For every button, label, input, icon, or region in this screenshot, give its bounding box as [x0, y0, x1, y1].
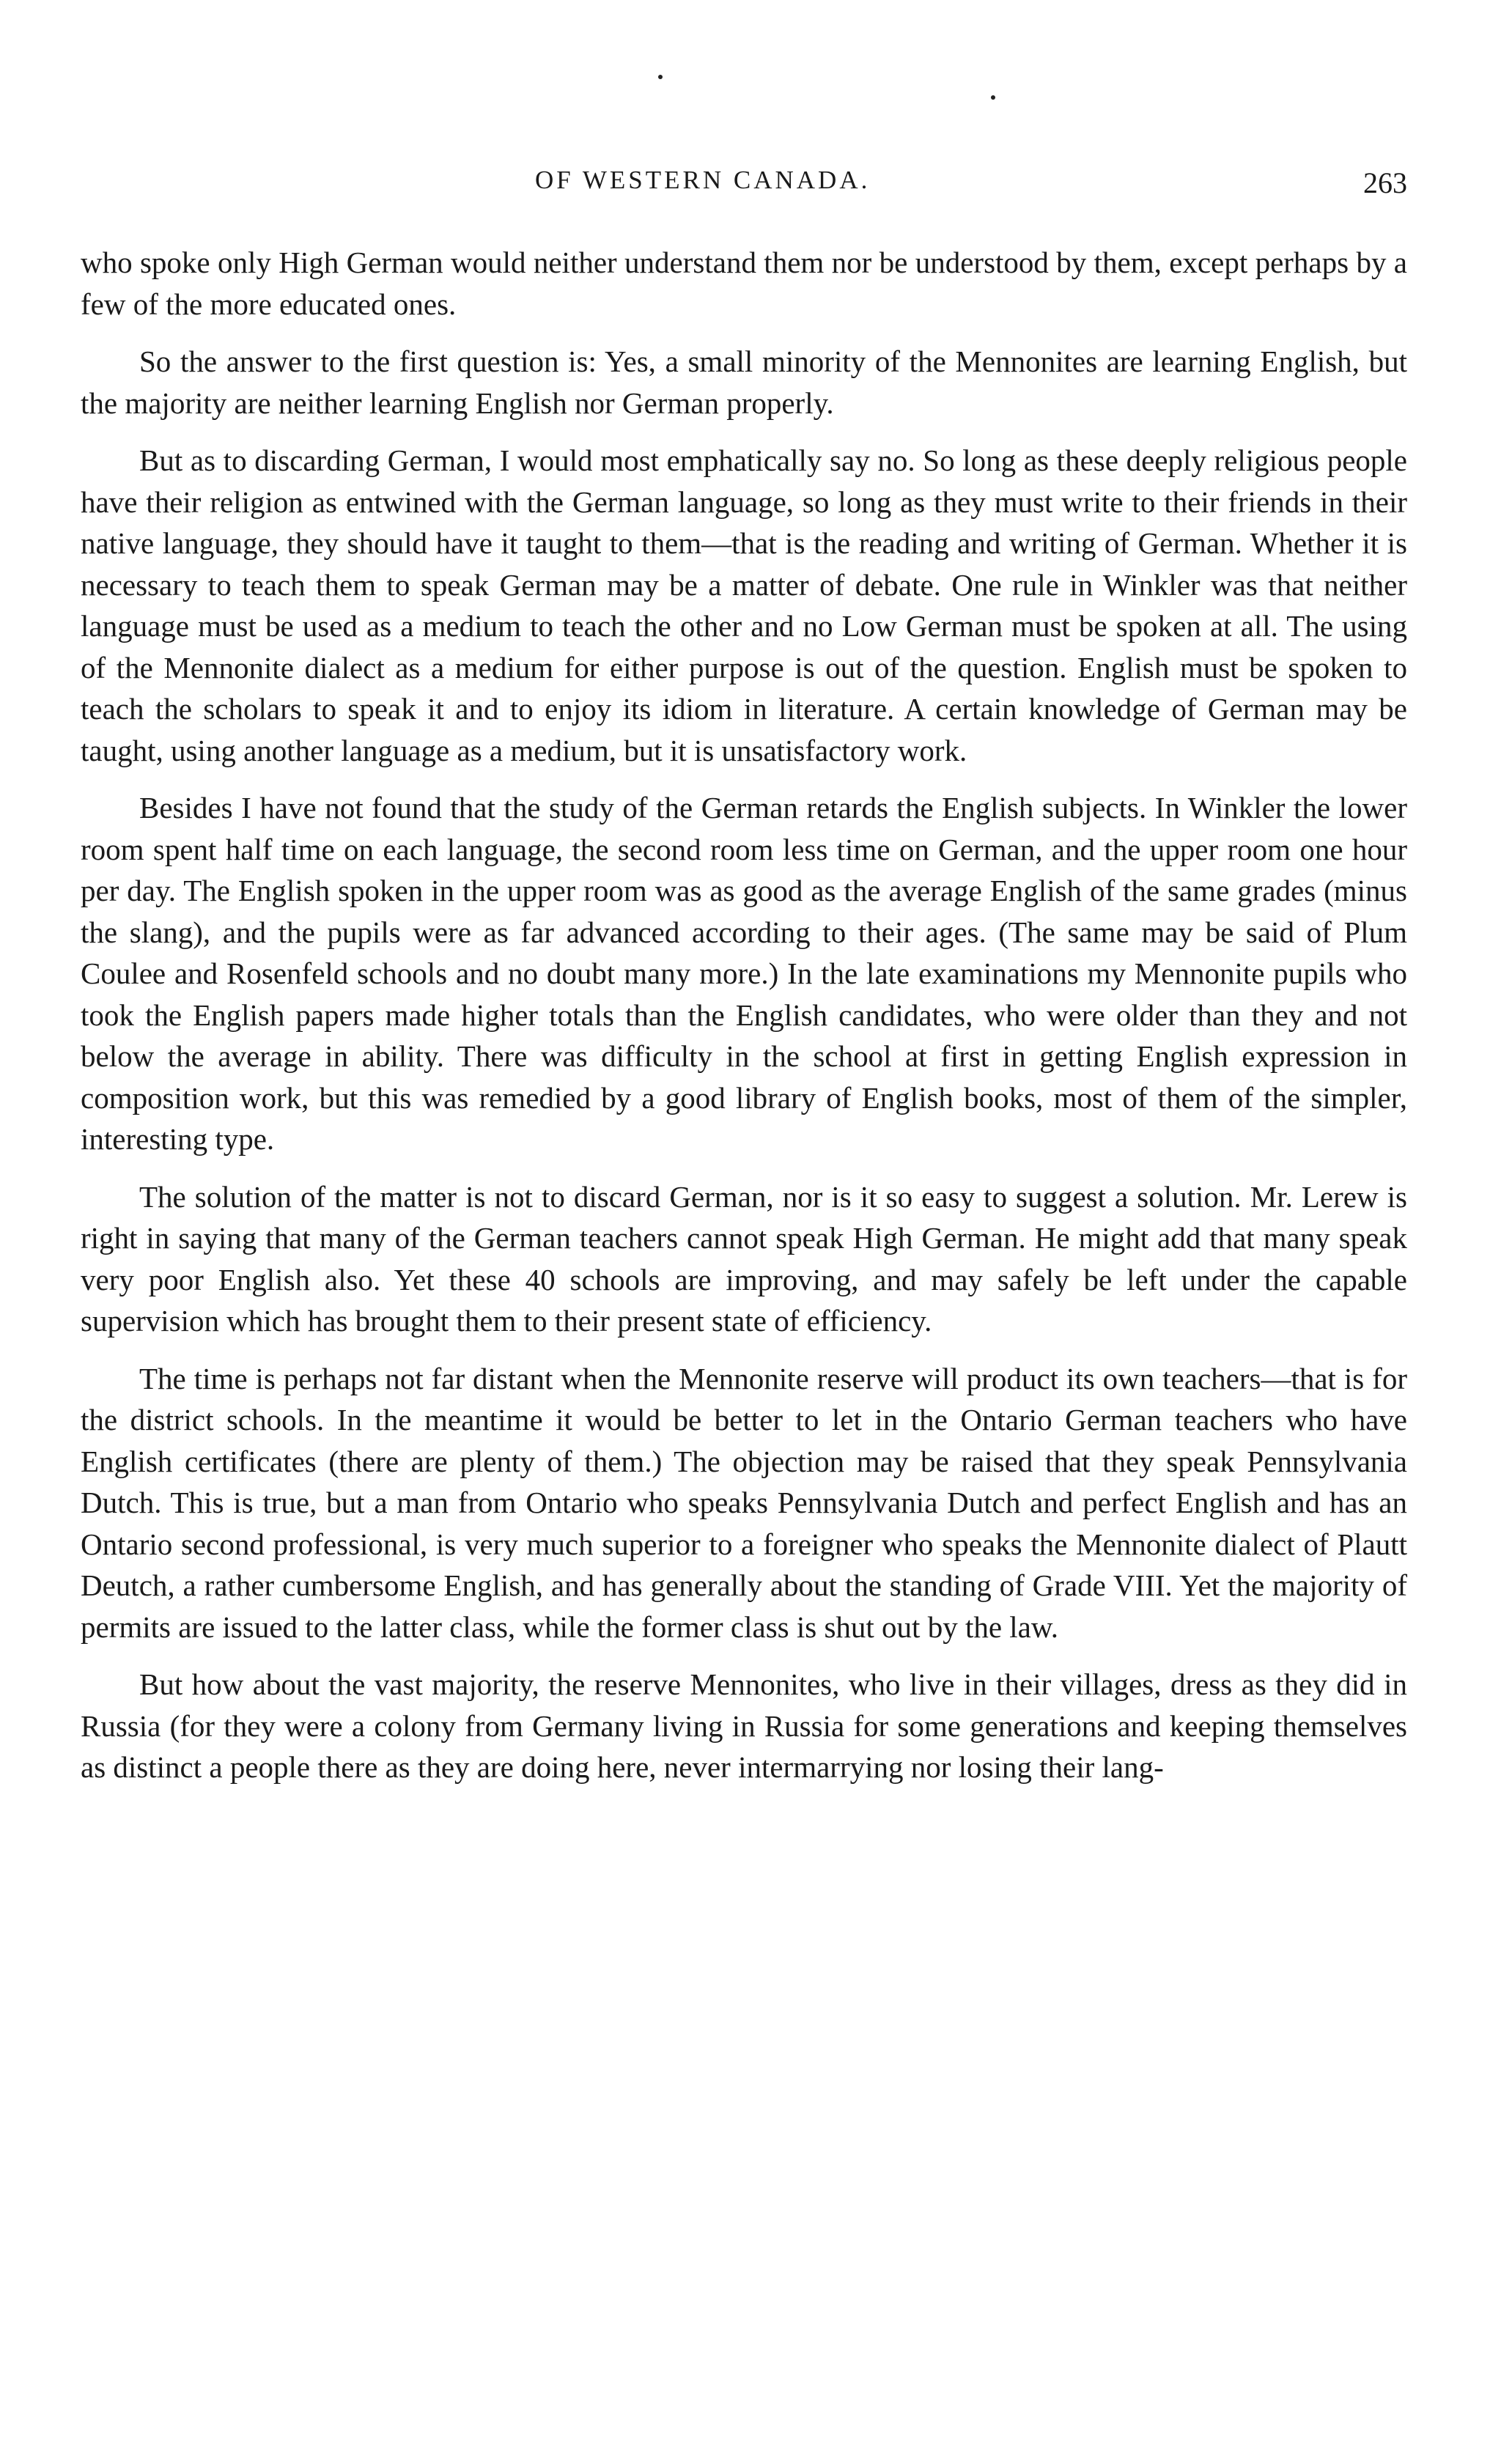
scan-speck [658, 75, 663, 79]
paragraph: who spoke only High German would neither understand them nor be understood by them, except perhaps by a few of the more educated ones. [81, 246, 1407, 321]
paragraph: But as to discarding German, I would most emphatically say no. So long as these deeply religious people have their religion as entwined with the German language, so long as they must write to their friends in their native language, they should have it taught to them—that is the reading and writing of German. Whether it is necessary to teach them to speak German may be a matter of debate. One rule in Winkler was that neither language must be used as a medium to teach the other and no Low German must be spoken at all. The using of the Mennonite dialect as a medium for either purpose is out of the question. English must be spoken to teach the scholars to speak it and to enjoy its idiom in literature. A certain knowledge of German may be taught, using another language as a medium, but it is unsatisfactory work. [81, 443, 1407, 767]
paragraph: But how about the vast majority, the reserve Mennonites, who live in their villages, dress as they did in Russia (for they were a colony from Germany living in Russia for some generations and keeping themselves as distinct a people there as they are doing here, never intermarrying nor losing their lang- [81, 1667, 1407, 1784]
running-title: OF WESTERN CANADA. [535, 166, 871, 194]
paragraph: Besides I have not found that the study of the German retards the English subjects. In Winkler the lower room spent half time on each language, the second room less time on German, and the upper room one hour per day. The English spoken in the upper room was as good as the average English of the same grades (minus the slang), and the pupils were as far advanced according to their ages. (The same may be said of Plum Coulee and Rosenfeld schools and no doubt many more.) In the late examinations my Mennonite pupils who took the English papers made higher totals than the English candidates, who were older than they and not below the average in ability. There was difficulty in the school at first in getting English expression in composition work, but this was remedied by a good library of English books, most of them of the simpler, interesting type. [81, 791, 1407, 1156]
paragraph: So the answer to the first question is: Yes, a small minority of the Mennonites are learning English, but the majority are neither learning English nor German properly. [81, 344, 1407, 420]
page-header [81, 166, 1407, 210]
page-number: 263 [1363, 166, 1407, 199]
paragraph: The solution of the matter is not to discard German, nor is it so easy to suggest a solution. Mr. Lerew is right in saying that many of the German teachers cannot speak High German. He might add that many speak very poor English also. Yet these 40 schools are improving, and may safely be left under the capable supervision which has brought them to their present state of efficiency. [81, 1179, 1407, 1338]
paragraph: The time is perhaps not far distant when the Mennonite reserve will product its own teachers—that is for the district schools. In the meantime it would be better to let in the Ontario German teachers who have English certificates (there are plenty of them.) The objection may be raised that they speak Pennsylvania Dutch. This is true, but a man from Ontario who speaks Pennsylvania Dutch and perfect English and has an Ontario second professional, is very much superior to a foreigner who speaks the Mennonite dialect of Plautt Deutch, a rather cumbersome English, and has generally about the standing of Grade VIII. Yet the majority of permits are issued to the latter class, while the former class is shut out by the law. [81, 1361, 1407, 1644]
scan-speck [991, 95, 995, 100]
body-text [81, 242, 1407, 1804]
